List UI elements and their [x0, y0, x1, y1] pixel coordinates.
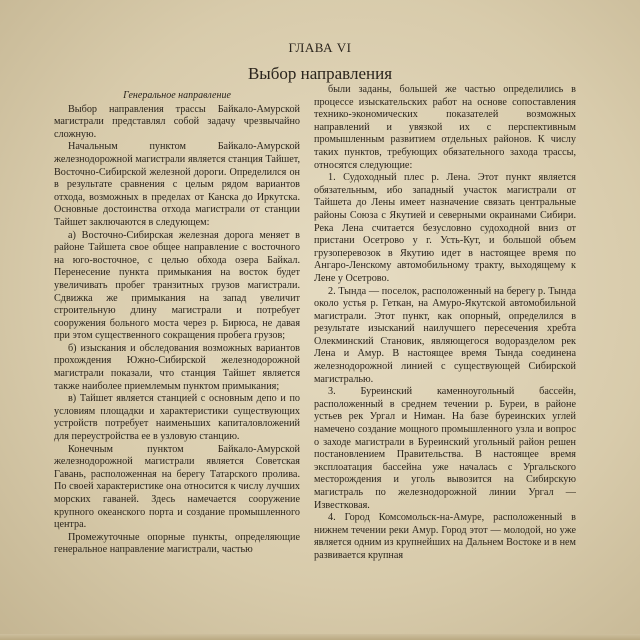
paragraph: 3. Буреинский каменноугольный бассейн, расположенный в среднем течении р. Буреи, в районе устьев рек Ургал и Ниман. На базе буреинских углей намечено создание мощного промышленного узла и вопрос о заходе магистрали в Буреинский угольный район решен постановлением Правительства. В настоящее время эксплоатация бассейна уже началась с Ургальского месторождения и уголь вывозится на Сибирскую магистраль по железнодорожной линии Ургал — Известковая.: [314, 386, 576, 511]
page-edge-shadow: [0, 634, 640, 640]
chapter-number: ГЛАВА VI: [288, 40, 352, 55]
paragraph: Конечным пунктом Байкало-Амурской железнодорожной магистрали является Советская Гавань, расположенная на берегу Татарского пролива. По своей характеристике она относится к числу лучших морских гаваней. Здесь намечается сооружение крупного океанского порта и создание промышленного центра.: [54, 443, 300, 531]
paragraph: Выбор направления трассы Байкало-Амурской магистрали представлял собой задачу чрезвычайно сложную.: [54, 103, 300, 140]
paragraph: 1. Судоходный плес р. Лена. Этот пункт является обязательным, ибо западный участок магистрали от Тайшета до Лены имеет назначение связать центральные районы Союза с Якутией и северными окраинами Сибири. Река Лена считается безусловно судоходной вниз от пристани Осетрово у г. Усть-Кут, и большой объем грузоперевозок в Якутию идет в настоящее время по Ангаро-Ленскому автомобильному тракту, выходящему к Лене у Осетрово.: [314, 172, 576, 284]
paragraph: в) Тайшет является станцией с основным депо и по условиям площадки и характеристики существующих устройств потребует наименьших капиталовложений для переустройства ее в узловую станцию.: [54, 393, 300, 443]
paragraph: Начальным пунктом Байкало-Амурской железнодорожной магистрали является станция Тайшет, Восточно-Сибирской железной дороги. Определился он в результате сравнения с целым рядом вариантов отхода, возможных в пределах от Канска до Иркутска. Основные достоинства отхода магистрали от станции Тайшет заключаются в следующем:: [54, 141, 300, 228]
paragraph: б) изыскания и обследования возможных вариантов прохождения Южно-Сибирской железнодорожной магистрали показали, что станция Тайшет является также наиболее приемлемым пунктом примыкания;: [54, 342, 300, 392]
chapter-title: Выбор направления: [247, 64, 393, 83]
paragraph: были заданы, большей же частью определились в процессе изыскательских работ на основе сопоставления технико-экономических показателей возможных направлений и увязкой их с перспективным промышленным развитием отдельных районов. К числу таких пунктов, требующих обязательного захода трассы, относятся следующие:: [314, 84, 576, 171]
left-column: [54, 90, 300, 640]
paragraph: Промежуточные опорные пункты, определяющие генеральное направление магистрали, частью: [54, 531, 300, 556]
paragraph: 2. Тында — поселок, расположенный на берегу р. Тында около устья р. Геткан, на Амуро-Якутской автомобильной магистрали. Этот пункт, как опорный, определился в результате изысканий наилучшего пересечения хребта Олекминский Становик, являющегося водоразделом рек Лена и Амур. В настоящее время Тында соединена железнодорожной линией с существующей Сибирской магистралью.: [314, 285, 576, 385]
section-subheading: Генеральное направление: [123, 90, 231, 101]
paragraph: 4. Город Комсомольск-на-Амуре, расположенный в нижнем течении реки Амур. Город этот — молодой, но уже является одним из крупнейших на Дальнем Востоке и в нем развивается крупная: [314, 512, 576, 561]
paragraph: а) Восточно-Сибирская железная дорога меняет в районе Тайшета свое общее направление с восточного на юго-восточное, с целью обхода озера Байкал. Перенесение пункта примыкания на восток будет увеличивать пробег транзитных грузов магистрали. Сдвижка же примыкания на запад увеличит строительную длину магистрали и потребует сооружения больного моста через р. Бирюса, не давая при этом существенного сокращения пробега грузов;: [54, 229, 300, 342]
right-column: [314, 84, 576, 634]
